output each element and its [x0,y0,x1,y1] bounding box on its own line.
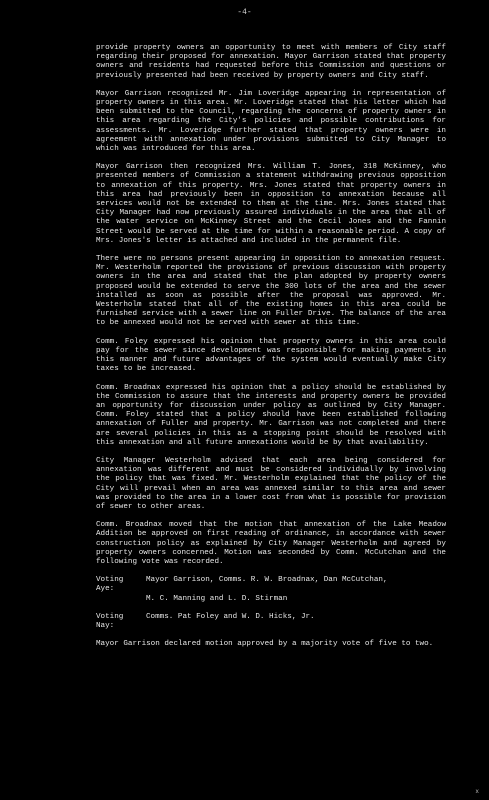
vote-names: Mayor Garrison, Comms. R. W. Broadnax, Dan McCutchan, [146,576,388,585]
document-body [96,44,446,658]
vote-label: Voting Nay: [96,612,124,630]
vote-names: Comms. Pat Foley and W. D. Hicks, Jr. [146,612,315,621]
paragraph: There were no persons present appearing in opposition to annexation request. Mr. Westerholm reported the provisions of previous discussion with property owners in the area and stated that the plan adopted by property owners proposed would be extended to serve the 300 lots of the area and the sewer installed as soon as possible after the proposal was approved. Mr. Westerholm stated that all of the existing homes in this area could be furnished service with a sewer line on Fuller Drive. The balance of the area to be annexed would not be served with sewer at this time. [96,255,446,328]
scan-mark: x [475,787,479,795]
paragraph: Mayor Garrison recognized Mr. Jim Loveridge appearing in representation of property owners in this area. Mr. Loveridge stated that his letter which had been submitted to the Council, regarding the concerns of property owners in this area regarding the City's policies and possible contributions for assessments. Mr. Loveridge further stated that property owners were in agreement with annexation under provisions submitted to City Manager to which was introduced for this area. [96,89,446,154]
paragraph: provide property owners an opportunity to meet with members of City staff regarding their proposed for annexation. Mayor Garrison stated that property owners and residents had requested before this Commission and questions or previously presented had been received by property owners and City staff. [96,44,446,80]
vote-nay [96,613,446,631]
closing-statement: Mayor Garrison declared motion approved by a majority vote of five to two. [96,640,434,649]
vote-aye [96,576,446,604]
page-number: -4- [237,8,252,17]
paragraph: City Manager Westerholm advised that each area being considered for annexation was different and must be considered individually by involving the policy that was fixed. Mr. Westerholm explained that the policy of the City will prevail when an area was annexed similar to this area and sewer was provided to the area in a lower cost from what is possible for provision of sewer to other areas. [96,456,446,511]
vote-names-continued: M. C. Manning and L. D. Stirman [146,594,288,603]
paragraph: Mayor Garrison then recognized Mrs. William T. Jones, 318 McKinney, who presented members of Commission a statement withdrawing previous opposition to annexation of this property. Mrs. Jones stated that property owners in this area had previously been in opposition to annexation because all services would not be extended to them at the time. Mrs. Jones stated that City Manager had now previously assured individuals in the area that all of the water service on McKinney Street and the Cecil Jones and the Fannin Street would be served at the time for within a reasonable period. A copy of Mrs. Jones's letter is attached and included in the permanent file. [96,163,446,245]
paragraph: Comm. Broadnax moved that the motion that annexation of the Lake Meadow Addition be approved on first reading of ordinance, in accordance with sewer construction policy as explained by City Manager Westerholm and agreed by property owners concerned. Motion was seconded by Comm. McCutchan and the following vote was recorded. [96,521,446,566]
paragraph: Comm. Foley expressed his opinion that property owners in this area could pay for the sewer since development was responsible for making payments in this manner and future advantages of the system would eventually make City taxes to be increased. [96,337,446,374]
vote-label: Voting Aye: [96,576,124,594]
paragraph: Comm. Broadnax expressed his opinion that a policy should be established by the Commission to assure that the interests and property owners be provided an opportunity for discussion under policy as outlined by City Manager. Comm. Foley stated that a policy should have been established following annexation of Fuller and property. Mr. Garrison was not completed and there are several policies in this as a stopping point should be resolved with this annexation and all future annexations would be by that availability. [96,383,446,447]
